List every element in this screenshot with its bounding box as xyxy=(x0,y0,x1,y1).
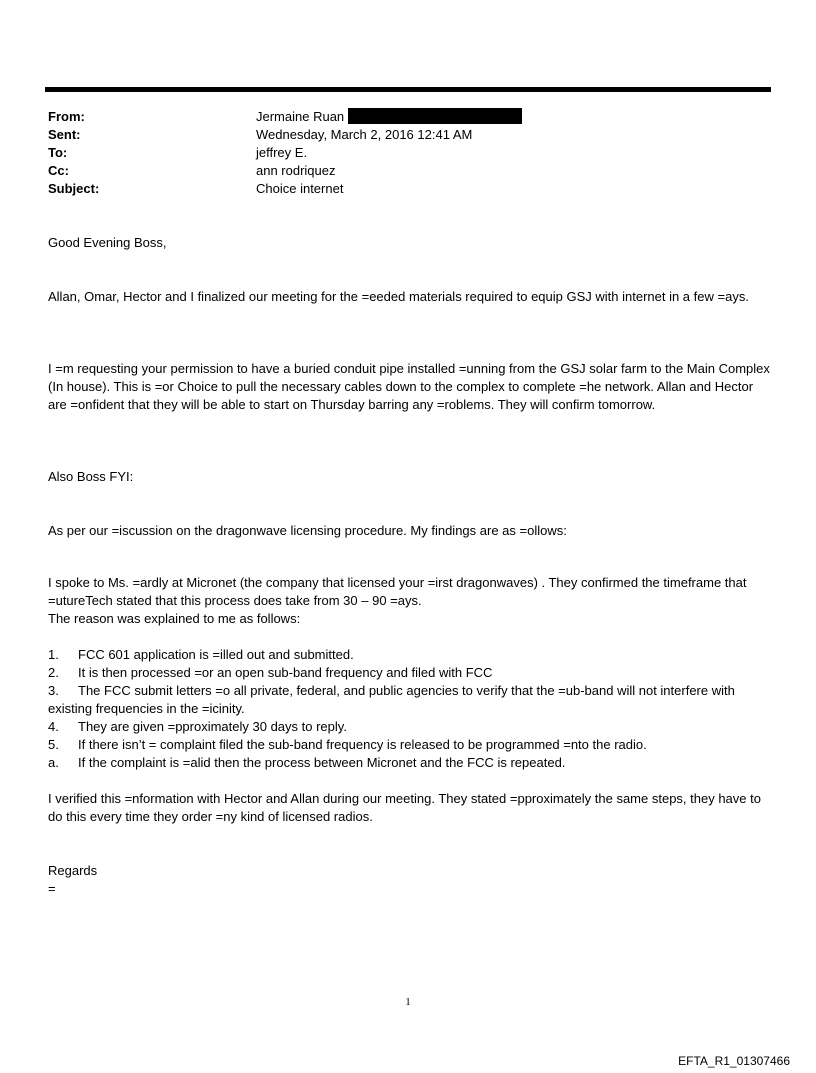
list-item-text: If there isn’t = complaint filed the sub-band frequency is released to be programmed =nto the radio. xyxy=(78,737,647,752)
paragraph-findings: As per our =iscussion on the dragonwave licensing procedure. My findings are as =ollows: xyxy=(48,523,567,538)
paragraph-micronet xyxy=(48,574,770,628)
list-item-number: 5. xyxy=(48,737,59,752)
list-item-text: FCC 601 application is =illed out and submitted. xyxy=(78,647,354,662)
header-rule xyxy=(45,87,771,92)
list-item-number: 1. xyxy=(48,647,59,662)
header-subject-row xyxy=(48,180,768,198)
list-item-text: They are given =pproximately 30 days to reply. xyxy=(78,719,347,734)
cc-value: ann rodriquez xyxy=(256,163,336,178)
list-item xyxy=(48,646,770,664)
to-value: jeffrey E. xyxy=(256,145,308,160)
header-cc-row xyxy=(48,162,768,180)
paragraph-conduit: I =m requesting your permission to have a buried conduit pipe installed =unning from the GSJ solar farm to the Main Complex (In house). This is =or Choice to pull the necessary cables down to the complex to complete =he network. Allan and Hector are =onfident that they will be able to start on Thursday barring any =roblems. They will confirm tomorrow. xyxy=(48,361,770,412)
list-item-text: If the complaint is =alid then the process between Micronet and the FCC is repeated. xyxy=(78,755,566,770)
list-item-number: 4. xyxy=(48,719,59,734)
closing-regards: Regards xyxy=(48,863,98,878)
sender-name: Jermaine Ruan xyxy=(256,109,345,124)
list-item-text: It is then processed =or an open sub-band frequency and filed with FCC xyxy=(78,665,493,680)
list-item xyxy=(48,682,770,718)
list-item-number: 3. xyxy=(48,683,59,698)
procedure-list xyxy=(48,646,770,772)
list-item xyxy=(48,664,770,682)
reason-text: The reason was explained to me as follows: xyxy=(48,611,301,626)
subject-value: Choice internet xyxy=(256,181,344,196)
list-item xyxy=(48,736,770,754)
list-item xyxy=(48,718,770,736)
cc-label: Cc: xyxy=(48,163,69,178)
email-header xyxy=(48,108,768,198)
micronet-text: I spoke to Ms. =ardly at Micronet (the company that licensed your =irst dragonwaves) . They confirmed the timeframe that =utureTech stated that this process does take from 30 – 90 =ays. xyxy=(48,575,747,608)
paragraph-meeting: Allan, Omar, Hector and I finalized our meeting for the =eeded materials required to equip GSJ with internet in a few =ays. xyxy=(48,289,749,304)
closing xyxy=(48,862,770,898)
to-label: To: xyxy=(48,145,68,160)
greeting: Good Evening Boss, xyxy=(48,235,167,250)
closing-equals: = xyxy=(48,881,56,896)
header-from-row xyxy=(48,108,768,126)
page-number: 1 xyxy=(405,996,411,1008)
list-item-number: a. xyxy=(48,755,59,770)
header-sent-row xyxy=(48,126,768,144)
from-value xyxy=(256,108,522,126)
sent-label: Sent: xyxy=(48,127,81,142)
list-item-number: 2. xyxy=(48,665,59,680)
paragraph-fyi: Also Boss FYI: xyxy=(48,469,134,484)
sent-value: Wednesday, March 2, 2016 12:41 AM xyxy=(256,127,473,142)
document-id: EFTA_R1_01307466 xyxy=(678,1054,790,1068)
list-item-text: The FCC submit letters =o all private, federal, and public agencies to verify that the =ub-band will not interfere with existing frequencies in the =icinity. xyxy=(48,683,735,716)
header-to-row xyxy=(48,144,768,162)
paragraph-verified: I verified this =nformation with Hector and Allan during our meeting. They stated =pproximately the same steps, they have to do this every time they order =ny kind of licensed radios. xyxy=(48,791,761,824)
redaction-box xyxy=(348,108,522,124)
list-item xyxy=(48,754,770,772)
subject-label: Subject: xyxy=(48,181,100,196)
from-label: From: xyxy=(48,109,85,124)
